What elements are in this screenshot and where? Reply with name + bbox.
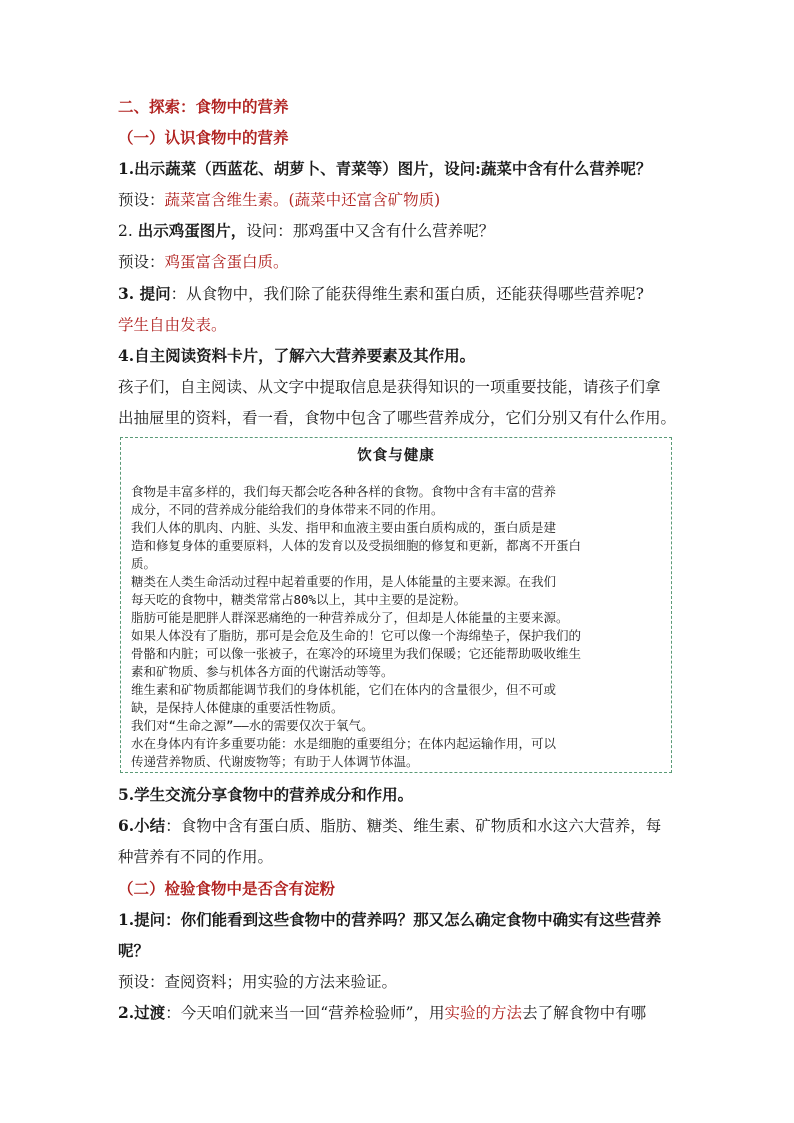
card-line: 维生素和矿物质都能调节我们的身体机能，它们在体内的含量很少，但不可或 [131, 682, 557, 697]
question-3-rest: ：从食物中，我们除了能获得维生素和蛋白质，还能获得哪些营养呢? [170, 285, 644, 303]
card-line: 缺，是保持人体健康的重要活性物质。 [131, 700, 344, 715]
question-3 [118, 283, 644, 305]
transition-highlight: 实验的方法 [444, 1004, 523, 1022]
question-7a: 1.提问：你们能看到这些食物中的营养吗？那又怎么确定食物中确实有这些营养 [118, 910, 662, 929]
preset-label: 预设： [118, 191, 165, 209]
preset-label: 预设： [118, 253, 165, 271]
card-line: 糖类在人类生命活动过程中起着重要的作用，是人体能量的主要来源。在我们 [131, 574, 557, 589]
card-title: 饮食与健康 [357, 447, 435, 464]
summary-line-2: 种营养有不同的作用。 [118, 848, 274, 866]
section-heading: 二、探索：食物中的营养 [118, 97, 289, 116]
question-2 [118, 220, 494, 242]
card-line: 如果人体没有了脂肪，那可是会危及生命的！它可以像一个海绵垫子，保护我们的 [131, 628, 582, 643]
card-line: 骨骼和内脏；可以像一张被子，在寒冷的环境里为我们保暖；它还能帮助吸收维生 [131, 646, 582, 661]
resource-card [120, 437, 672, 773]
summary-label: 6.小结 [118, 816, 166, 835]
transition-line [118, 1002, 646, 1024]
card-line: 我们人体的肌肉、内脏、头发、指甲和血液主要由蛋白质构成的，蛋白质是建 [131, 520, 557, 535]
card-line: 食物是丰富多样的，我们每天都会吃各种各样的食物。食物中含有丰富的营养 [131, 484, 557, 499]
card-line: 传递营养物质、代谢废物等；有助于人体调节体温。 [131, 754, 419, 769]
summary-text: ：食物中含有蛋白质、脂肪、糖类、维生素、矿物质和水这六大营养，每 [165, 817, 662, 835]
preset-text: 蔬菜富含维生素。(蔬菜中还富含矿物质) [164, 191, 441, 209]
intro-line-1: 孩子们，自主阅读、从文字中提取信息是获得知识的一项重要技能，请孩子们拿 [118, 378, 661, 396]
card-line: 水在身体内有许多重要功能：水是细胞的重要组分；在体内起运输作用，可以 [131, 736, 557, 751]
transition-mid: ：今天咱们就来当一回“营养检验师”，用 [165, 1004, 445, 1022]
card-line: 每天吃的食物中，糖类常常占80%以上，其中主要的是淀粉。 [131, 592, 467, 607]
card-line: 我们对“生命之源”——水的需要仅次于氧气。 [131, 718, 374, 733]
subsection-heading-1: （一）认识食物中的营养 [118, 128, 289, 147]
card-line: 脂肪可能是肥胖人群深恶痛绝的一种营养成分了，但却是人体能量的主要来源。 [131, 610, 569, 625]
preset-1 [118, 189, 440, 211]
question-7b: 呢？ [118, 941, 150, 960]
subsection-heading-2: （二）检验食物中是否含有淀粉 [118, 879, 336, 898]
question-1: 1.出示蔬菜（西蓝花、胡萝卜、青菜等）图片，设问:蔬菜中含有什么营养呢？ [118, 159, 652, 178]
question-2-bold: 出示鸡蛋图片， [137, 221, 247, 240]
question-2-number: 2. [118, 222, 133, 240]
free-response: 学生自由发表。 [118, 316, 227, 334]
preset-2 [118, 251, 289, 273]
question-2-rest: 设问：那鸡蛋中又含有什么营养呢？ [246, 222, 495, 240]
card-line: 素和矿物质、参与机体各方面的代谢活动等等。 [131, 664, 394, 679]
card-line: 质。 [131, 556, 157, 571]
transition-label: 2.过渡 [118, 1003, 166, 1022]
intro-line-2: 出抽屉里的资料，看一看，食物中包含了哪些营养成分，它们分别又有什么作用。 [118, 409, 677, 427]
question-3-bold: 3. 提问 [118, 284, 171, 303]
question-5: 5.学生交流分享食物中的营养成分和作用。 [118, 785, 414, 804]
preset-text: 鸡蛋富含蛋白质。 [164, 253, 289, 271]
question-4: 4.自主阅读资料卡片，了解六大营养要素及其作用。 [118, 346, 476, 365]
card-line: 成分，不同的营养成分能给我们的身体带来不同的作用。 [131, 502, 444, 517]
preset-7: 预设：查阅资料；用实验的方法来验证。 [118, 973, 398, 991]
card-line: 造和修复身体的重要原料，人体的发育以及受损细胞的修复和更新，都离不开蛋白 [131, 538, 582, 553]
transition-end: 去了解食物中有哪 [522, 1004, 647, 1022]
summary-line-1 [118, 815, 661, 837]
